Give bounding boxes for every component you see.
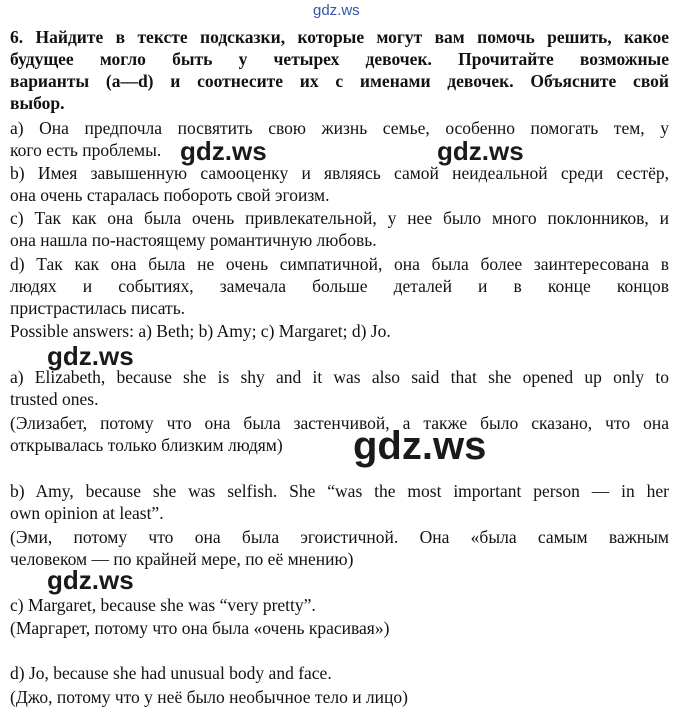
watermark-top: gdz.ws	[313, 2, 360, 19]
task-heading-line-1: 6. Найдите в тексте подсказки, которые могут вам помочь решить, какое	[10, 27, 669, 47]
task-heading-line-3: варианты (a—d) и соотнесите их с именами девочек. Объясните свой	[10, 71, 669, 91]
option-a-line-1: a) Она предпочла посвятить свою жизнь семье, особенно помогать тем, у	[10, 118, 669, 138]
answer-b-ru-line-2: человеком — по крайней мере, по её мнению)	[10, 549, 354, 569]
task-heading-line-2: будущее могло быть у четырех девочек. Прочитайте возможные	[10, 49, 669, 69]
possible-answers: Possible answers: a) Beth; b) Amy; c) Margaret; d) Jo.	[10, 321, 391, 341]
option-a-line-2: кого есть проблемы.	[10, 140, 162, 160]
answer-a-line-2: trusted ones.	[10, 389, 99, 409]
answer-a-ru-line-1: (Элизабет, потому что она была застенчивой, а также было сказано, что она	[10, 413, 669, 433]
answer-a-line-1: a) Elizabeth, because she is shy and it was also said that she opened up only to	[10, 367, 669, 387]
answer-b-ru-line-1: (Эми, потому что она была эгоистичной. Она «была самым важным	[10, 527, 669, 547]
answer-b-line-2: own opinion at least”.	[10, 503, 164, 523]
option-b-line-1: b) Имея завышенную самооценку и являясь самой неидеальной среди сестёр,	[10, 163, 669, 183]
option-d-line-2: людях и событиях, замечала больше деталей и в конце концов	[10, 276, 669, 296]
answer-a-ru-line-2: открывалась только близким людям)	[10, 435, 283, 455]
watermark-4: gdz.ws	[47, 565, 134, 595]
answer-c-ru: (Маргарет, потому что она была «очень красивая»)	[10, 618, 390, 638]
option-c-line-2: она нашла по-настоящему романтичную любовь.	[10, 230, 377, 250]
option-b-line-2: она очень старалась побороть свой эгоизм.	[10, 185, 330, 205]
answer-c-line-1: c) Margaret, because she was “very pretty”.	[10, 595, 316, 615]
watermark-2: gdz.ws	[437, 136, 524, 166]
watermark-big: gdz.ws	[353, 424, 487, 468]
option-d-line-3: пристрастилась писать.	[10, 298, 186, 318]
watermark-3: gdz.ws	[47, 341, 134, 371]
watermark-1: gdz.ws	[180, 136, 267, 166]
answer-b-line-1: b) Amy, because she was selfish. She “was the most important person — in her	[10, 481, 669, 501]
option-d-line-1: d) Так как она была не очень симпатичной, она была более заинтересована в	[10, 254, 669, 274]
option-c-line-1: c) Так как она была очень привлекательной, у нее было много поклонников, и	[10, 208, 669, 228]
task-heading-line-4: выбор.	[10, 93, 65, 113]
answer-d-line-1: d) Jo, because she had unusual body and face.	[10, 663, 332, 683]
answer-d-ru: (Джо, потому что у неё было необычное тело и лицо)	[10, 687, 408, 707]
